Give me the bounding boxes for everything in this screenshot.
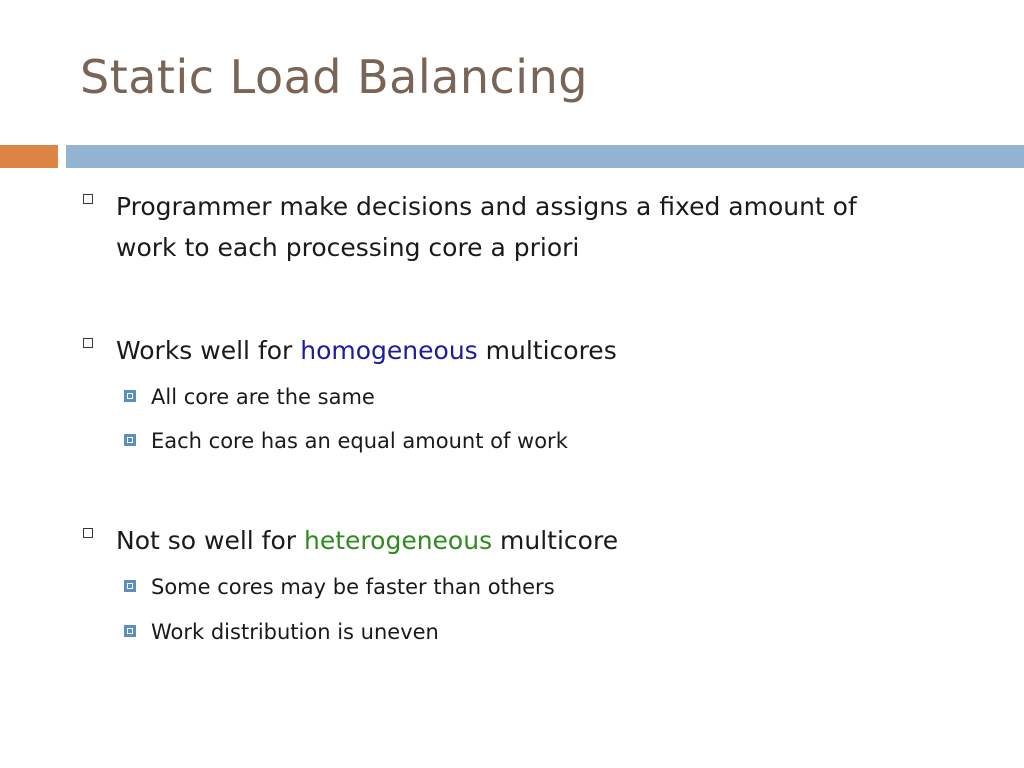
hollow-square-icon — [83, 528, 93, 538]
sub-bullet-item — [124, 384, 824, 410]
filled-square-icon — [124, 434, 136, 446]
bullet-text-after: multicore — [492, 526, 619, 555]
sub-bullet-text: Each core has an equal amount of work — [151, 429, 568, 453]
slide-title: Static Load Balancing — [80, 50, 588, 104]
sub-bullet-item — [124, 428, 824, 454]
sub-bullet-text: Some cores may be faster than others — [151, 575, 555, 599]
sub-bullet-item — [124, 619, 824, 645]
keyword-heterogeneous: heterogeneous — [304, 526, 493, 555]
bullet-line — [116, 330, 960, 371]
bullet-text — [116, 520, 960, 561]
bullet-text-before: Not so well for — [116, 526, 305, 555]
accent-bar-blue — [66, 145, 1024, 168]
bullet-text — [116, 186, 960, 268]
bullet-item-2 — [80, 330, 960, 371]
bullet-line: work to each processing core a priori — [116, 233, 580, 262]
hollow-square-icon — [83, 194, 93, 204]
bullet-text-before: Works well for — [116, 336, 301, 365]
sub-bullet-text: Work distribution is uneven — [151, 620, 439, 644]
bullet-item-3 — [80, 520, 960, 561]
accent-bar-orange — [0, 145, 58, 168]
hollow-square-icon — [83, 338, 93, 348]
bullet-line: Programmer make decisions and assigns a fixed amount of — [116, 192, 857, 221]
sub-bullet-item — [124, 574, 824, 600]
filled-square-icon — [124, 390, 136, 402]
sub-bullet-text: All core are the same — [151, 385, 375, 409]
keyword-homogeneous: homogeneous — [300, 336, 478, 365]
bullet-item-1 — [80, 186, 960, 268]
bullet-text — [116, 330, 960, 371]
filled-square-icon — [124, 625, 136, 637]
bullet-text-after: multicores — [477, 336, 617, 365]
bullet-line — [116, 520, 960, 561]
filled-square-icon — [124, 580, 136, 592]
